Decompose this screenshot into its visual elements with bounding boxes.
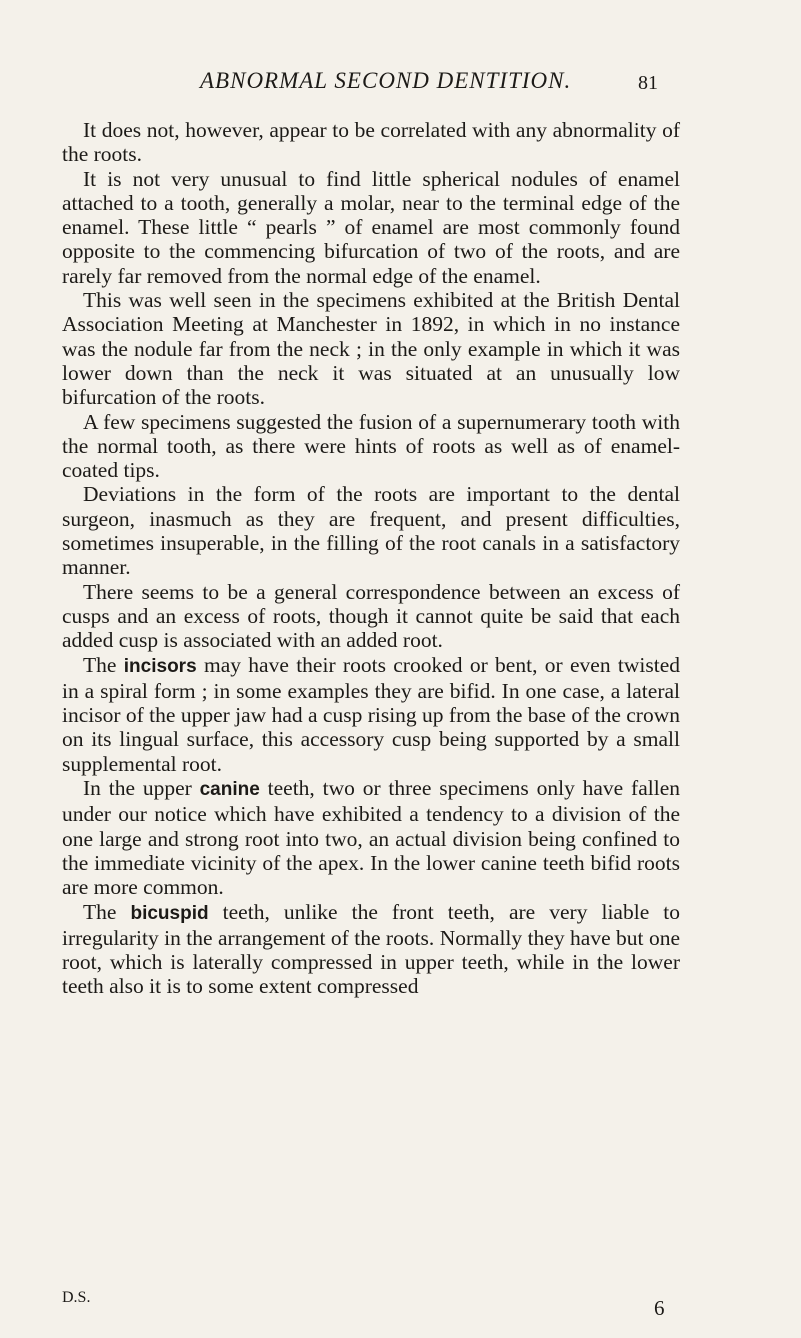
paragraph-text: Deviations in the form of the roots are important to the dental surgeon, inasmuch as they are frequent, and present difficulties, sometimes insuperable, in the filling of the root canals in a satisfactory manner. <box>62 482 680 580</box>
paragraph-text: This was well seen in the specimens exhibited at the British Dental Association Meeting at Manchester in 1892, in which in no instance was the nodule far from the neck ; in the only example in which it was lower down than the neck it was situated at an unusually low bifurcation of the roots. <box>62 288 680 410</box>
paragraph-canine <box>62 776 680 899</box>
paragraph-text: teeth, two or three specimens only have fallen under our notice which have exhibited a tendency to a division of the one large and strong root into two, an actual division being confined to the immediate vicinity of the apex. In the lower canine teeth bifid roots are more common. <box>62 776 680 900</box>
paragraph-text: A few specimens suggested the fusion of a supernumerary tooth with the normal tooth, as there were hints of roots as well as of enamel-coated tips. <box>62 409 680 483</box>
term-canine: canine <box>199 779 260 801</box>
paragraph-bicuspid <box>62 900 680 999</box>
page-number: 81 <box>638 72 658 94</box>
paragraph-text: may have their roots crooked or bent, or even twisted in a spiral form ; in some examples they are bifid. In one case, a lateral incisor of the upper jaw had a cusp rising up from the base of the crown on its lingual surface, this accessory cusp being supported by a small supplemental root. <box>62 652 681 776</box>
paragraph-text: It is not very unusual to find little spherical nodules of enamel attached to a tooth, generally a molar, near to the terminal edge of the enamel. These little “ pearls ” of enamel are most commonly found opposite to the commencing bifurcation of two of the roots, and are rarely far removed from the normal edge of the enamel. <box>62 166 680 288</box>
paragraph-supernumerary-fusion <box>62 410 680 483</box>
term-incisors: incisors <box>123 655 197 677</box>
paragraph-cusps-and-roots <box>62 580 680 653</box>
paragraph-lead: The <box>83 899 117 924</box>
paragraph-lead: The <box>83 652 117 677</box>
paragraph-incisors <box>62 653 680 776</box>
paragraph-enamel-nodules <box>62 167 680 288</box>
body-text <box>62 118 680 999</box>
sheet-number: 6 <box>654 1296 665 1320</box>
running-title: ABNORMAL SECOND DENTITION. <box>200 68 572 93</box>
paragraph-manchester-specimens <box>62 288 680 409</box>
paragraph-text: There seems to be a general correspondence between an excess of cusps and an excess of roots, though it cannot quite be said that each added cusp is associated with an added root. <box>62 579 680 653</box>
paragraph-correlation <box>62 118 680 167</box>
paragraph-text: It does not, however, appear to be correlated with any abnormality of the roots. <box>62 118 680 167</box>
term-bicuspid: bicuspid <box>130 902 209 924</box>
paragraph-root-deviations <box>62 482 680 579</box>
paragraph-text: teeth, unlike the front teeth, are very liable to irregularity in the arrangement of the roots. Normally they have but one root, which is laterally compressed in upper teeth, while in the lower teeth also it is to some extent compressed <box>62 899 681 999</box>
signature-mark: D.S. <box>62 1289 91 1306</box>
paragraph-lead: In the upper <box>83 776 192 801</box>
